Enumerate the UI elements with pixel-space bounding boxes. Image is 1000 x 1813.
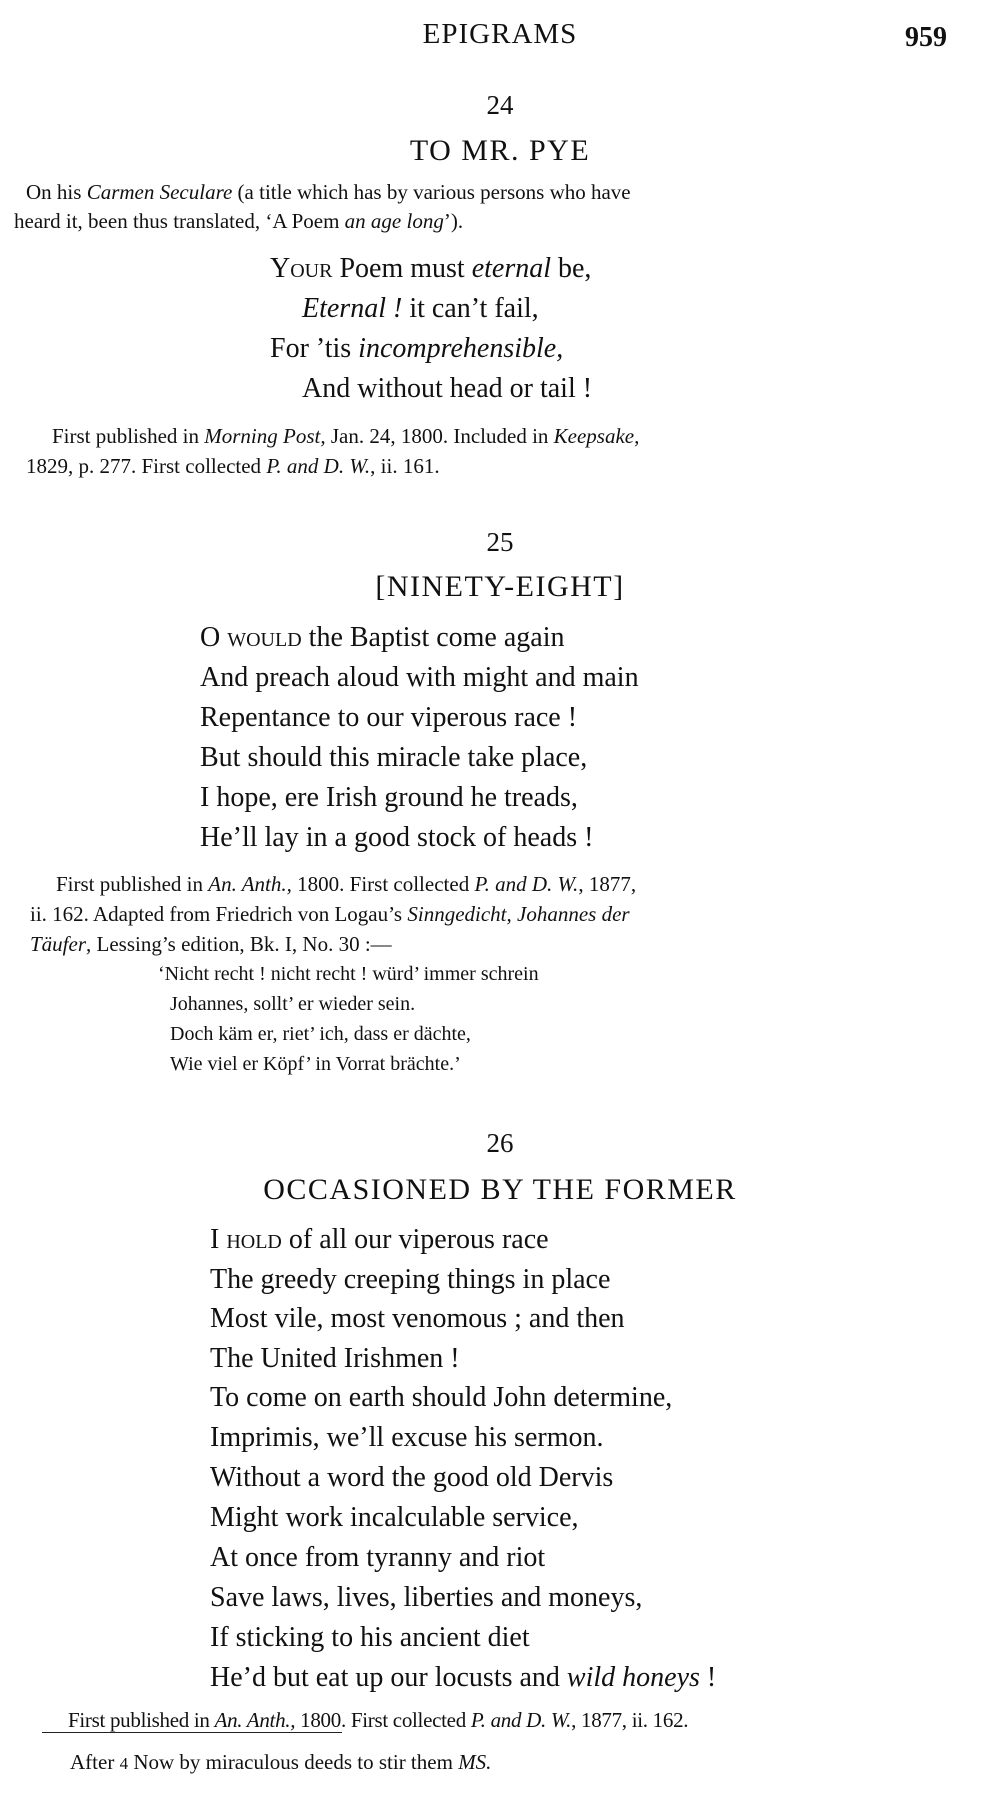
publication-note: First published in An. Anth., 1800. First collected P. and D. W., 1877, xyxy=(56,872,637,896)
poem-title: TO MR. PYE xyxy=(409,134,591,167)
publication-note: First published in An. Anth., 1800. First collected P. and D. W., 1877, ii. 162. xyxy=(68,1708,689,1732)
footnote: After 4 Now by miraculous deeds to stir them MS. xyxy=(70,1750,492,1774)
poem-intro-line: On his Carmen Seculare (a title which has by various persons who have xyxy=(26,180,631,204)
poem-title: [NINETY-EIGHT] xyxy=(375,570,625,603)
verse-line: And without head or tail ! xyxy=(302,373,593,404)
verse-line: Without a word the good old Dervis xyxy=(210,1462,614,1493)
german-quote-line: ‘Nicht recht ! nicht recht ! würd’ immer schrein xyxy=(158,963,539,985)
publication-note: ii. 162. Adapted from Friedrich von Logau’s Sinngedicht, Johannes der xyxy=(30,902,630,926)
german-quote-line: Johannes, sollt’ er wieder sein. xyxy=(170,993,416,1015)
german-quote-line: Doch käm er, riet’ ich, dass er dächte, xyxy=(170,1023,471,1045)
verse-line: Imprimis, we’ll excuse his sermon. xyxy=(210,1422,604,1453)
verse-line: I hope, ere Irish ground he treads, xyxy=(200,782,578,813)
verse-line: He’d but eat up our locusts and wild honeys ! xyxy=(210,1662,717,1693)
verse-line: O would the Baptist come again xyxy=(200,622,565,653)
publication-note: First published in Morning Post, Jan. 24, 1800. Included in Keepsake, xyxy=(52,424,640,448)
verse-line: Most vile, most venomous ; and then xyxy=(210,1303,625,1334)
verse-line: Might work incalculable service, xyxy=(210,1502,579,1533)
verse-line: I hold of all our viperous race xyxy=(210,1224,549,1255)
verse-line: He’ll lay in a good stock of heads ! xyxy=(200,822,594,853)
german-quote-line: Wie viel er Köpf’ in Vorrat brächte.’ xyxy=(170,1053,461,1075)
verse-line: If sticking to his ancient diet xyxy=(210,1622,530,1653)
verse-line: But should this miracle take place, xyxy=(200,742,588,773)
verse-line: For ’tis incomprehensible, xyxy=(270,333,564,364)
poem-number: 24 xyxy=(486,90,514,120)
verse-line: And preach aloud with might and main xyxy=(200,662,639,693)
verse-line: The greedy creeping things in place xyxy=(210,1264,611,1295)
footnote-divider xyxy=(42,1732,342,1733)
poem-intro-line: heard it, been thus translated, ‘A Poem an age long’). xyxy=(14,209,464,233)
verse-line: Your Poem must eternal be, xyxy=(270,253,592,284)
verse-line: To come on earth should John determine, xyxy=(210,1382,673,1413)
publication-note: Täufer, Lessing’s edition, Bk. I, No. 30 :— xyxy=(30,932,392,956)
verse-line: The United Irishmen ! xyxy=(210,1343,460,1374)
page-number: 959 xyxy=(905,22,947,53)
verse-line: Repentance to our viperous race ! xyxy=(200,702,578,733)
verse-line: Eternal ! it can’t fail, xyxy=(302,293,539,324)
verse-line: At once from tyranny and riot xyxy=(210,1542,546,1573)
poem-title: OCCASIONED BY THE FORMER xyxy=(263,1173,737,1206)
poem-number: 26 xyxy=(486,1128,514,1158)
poem-number: 25 xyxy=(486,527,514,557)
running-title: EPIGRAMS xyxy=(422,18,578,50)
verse-line: Save laws, lives, liberties and moneys, xyxy=(210,1582,643,1613)
publication-note: 1829, p. 277. First collected P. and D. W., ii. 161. xyxy=(26,454,440,478)
